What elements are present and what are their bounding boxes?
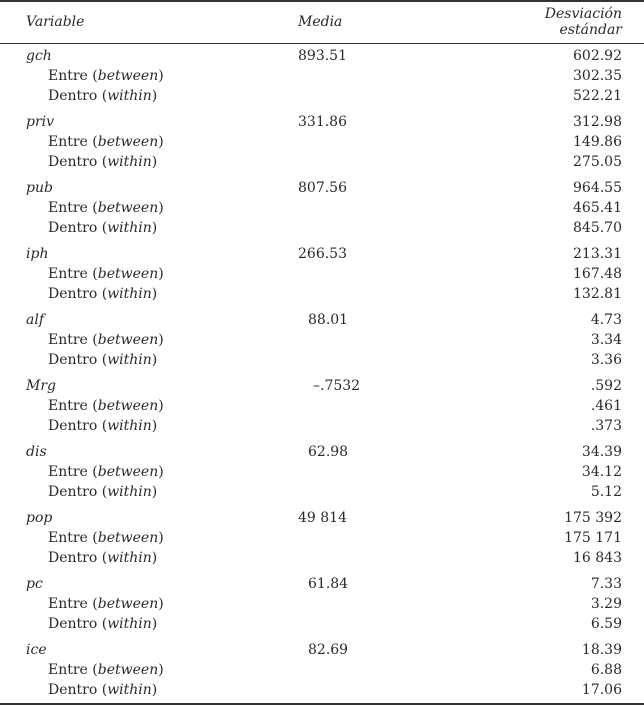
within-label (48, 350, 157, 370)
between-term: between (97, 266, 159, 282)
table-row (0, 594, 644, 614)
header-sd (545, 6, 622, 38)
within-suffix: ) (151, 154, 158, 170)
variable-group (0, 442, 644, 508)
between-label (48, 660, 164, 680)
between-sd-value: 167.48 (573, 266, 622, 282)
between-suffix: ) (158, 332, 164, 348)
within-label (48, 416, 157, 436)
between-label (48, 66, 164, 86)
between-term: between (97, 200, 159, 216)
sd-value: 964.55 (573, 180, 622, 196)
table-row (0, 218, 644, 238)
sd-value: 34.39 (581, 444, 622, 460)
between-sd-value: 149.86 (573, 134, 622, 150)
table-row (0, 396, 644, 416)
table-row (0, 614, 644, 634)
within-sd-value: 522.21 (573, 88, 622, 104)
table-row (0, 574, 644, 594)
within-prefix: Dentro ( (48, 682, 108, 698)
between-term: between (97, 134, 159, 150)
sd-value: 18.39 (581, 642, 622, 658)
header-sd-line2: estándar (559, 22, 622, 38)
within-suffix: ) (151, 484, 158, 500)
table-row (0, 548, 644, 568)
within-label (48, 86, 157, 106)
between-prefix: Entre ( (48, 662, 98, 678)
within-term: within (107, 550, 152, 566)
mean-value: 893.51 (298, 48, 347, 64)
within-sd-value: 275.05 (573, 154, 622, 170)
bottom-rule (0, 703, 644, 705)
within-sd-value: 17.06 (581, 682, 622, 698)
between-prefix: Entre ( (48, 134, 98, 150)
header-rule (0, 43, 644, 44)
between-label (48, 462, 164, 482)
within-sd-value: 6.59 (590, 616, 622, 632)
within-suffix: ) (151, 220, 158, 236)
within-label (48, 218, 157, 238)
between-prefix: Entre ( (48, 200, 98, 216)
sd-value: 7.33 (590, 576, 622, 592)
mean-value: 331.86 (298, 114, 347, 130)
table-row (0, 46, 644, 66)
within-prefix: Dentro ( (48, 88, 108, 104)
between-prefix: Entre ( (48, 530, 98, 546)
within-prefix: Dentro ( (48, 616, 108, 632)
variable-name: pc (26, 576, 43, 592)
table-row (0, 178, 644, 198)
within-term: within (107, 286, 152, 302)
table-row (0, 264, 644, 284)
within-label (48, 482, 157, 502)
between-sd-value: 175 171 (564, 530, 622, 546)
between-prefix: Entre ( (48, 68, 98, 84)
between-label (48, 132, 164, 152)
table-row (0, 660, 644, 680)
between-suffix: ) (158, 266, 164, 282)
variable-name: ice (26, 642, 47, 658)
within-sd-value: 16 843 (573, 550, 622, 566)
top-rule (0, 0, 644, 2)
table-row (0, 350, 644, 370)
header-mean: Media (298, 14, 343, 30)
within-sd-value: .373 (590, 418, 622, 434)
sd-value: 602.92 (573, 48, 622, 64)
between-sd-value: .461 (590, 398, 622, 414)
table-row (0, 508, 644, 528)
table-row (0, 416, 644, 436)
within-prefix: Dentro ( (48, 220, 108, 236)
within-suffix: ) (151, 418, 158, 434)
variable-name: Mrg (26, 378, 56, 394)
variable-group (0, 244, 644, 310)
variable-group (0, 508, 644, 574)
mean-value: –.7532 (313, 378, 361, 394)
within-term: within (107, 616, 152, 632)
within-sd-value: 132.81 (573, 286, 622, 302)
within-label (48, 152, 157, 172)
table-row (0, 112, 644, 132)
within-prefix: Dentro ( (48, 418, 108, 434)
within-label (48, 284, 157, 304)
within-prefix: Dentro ( (48, 550, 108, 566)
between-suffix: ) (158, 596, 164, 612)
table-row (0, 680, 644, 700)
mean-value: 82.69 (308, 642, 349, 658)
mean-value: 61.84 (308, 576, 349, 592)
between-sd-value: 3.34 (590, 332, 622, 348)
sd-value: 4.73 (590, 312, 622, 328)
variable-group (0, 178, 644, 244)
within-suffix: ) (151, 286, 158, 302)
within-label (48, 548, 157, 568)
between-suffix: ) (158, 398, 164, 414)
within-term: within (107, 682, 152, 698)
between-sd-value: 465.41 (573, 200, 622, 216)
variable-name: pop (26, 510, 53, 526)
table-row (0, 152, 644, 172)
variable-name: dis (26, 444, 47, 460)
table-row (0, 482, 644, 502)
table-row (0, 310, 644, 330)
between-term: between (97, 332, 159, 348)
within-term: within (107, 418, 152, 434)
between-term: between (97, 596, 159, 612)
between-suffix: ) (158, 134, 164, 150)
within-prefix: Dentro ( (48, 154, 108, 170)
table-row (0, 462, 644, 482)
table-row (0, 528, 644, 548)
table-row (0, 640, 644, 660)
between-label (48, 594, 164, 614)
within-prefix: Dentro ( (48, 286, 108, 302)
mean-value: 62.98 (308, 444, 349, 460)
sd-value: 175 392 (564, 510, 622, 526)
within-prefix: Dentro ( (48, 352, 108, 368)
mean-value: 49 814 (298, 510, 347, 526)
mean-value: 88.01 (308, 312, 349, 328)
between-suffix: ) (158, 662, 164, 678)
between-term: between (97, 662, 159, 678)
within-prefix: Dentro ( (48, 484, 108, 500)
table-row (0, 132, 644, 152)
between-label (48, 396, 164, 416)
sd-value: 312.98 (573, 114, 622, 130)
between-sd-value: 302.35 (573, 68, 622, 84)
within-sd-value: 5.12 (590, 484, 622, 500)
between-label (48, 198, 164, 218)
mean-value: 266.53 (298, 246, 347, 262)
within-suffix: ) (151, 682, 158, 698)
table-row (0, 330, 644, 350)
between-prefix: Entre ( (48, 398, 98, 414)
within-label (48, 614, 157, 634)
sd-value: 213.31 (573, 246, 622, 262)
between-suffix: ) (158, 464, 164, 480)
table-row (0, 442, 644, 462)
table-row (0, 66, 644, 86)
within-term: within (107, 88, 152, 104)
mean-value: 807.56 (298, 180, 347, 196)
between-suffix: ) (158, 530, 164, 546)
between-sd-value: 6.88 (590, 662, 622, 678)
within-term: within (107, 484, 152, 500)
variable-name: gch (26, 48, 52, 64)
variable-name: pub (26, 180, 53, 196)
variable-group (0, 310, 644, 376)
between-term: between (97, 464, 159, 480)
between-prefix: Entre ( (48, 464, 98, 480)
within-suffix: ) (151, 616, 158, 632)
between-suffix: ) (158, 68, 164, 84)
between-sd-value: 3.29 (590, 596, 622, 612)
variable-name: alf (26, 312, 45, 328)
table-row (0, 284, 644, 304)
between-term: between (97, 530, 159, 546)
within-term: within (107, 154, 152, 170)
variable-group (0, 640, 644, 706)
between-label (48, 330, 164, 350)
variable-group (0, 376, 644, 442)
table-row (0, 376, 644, 396)
between-prefix: Entre ( (48, 266, 98, 282)
between-suffix: ) (158, 200, 164, 216)
between-term: between (97, 398, 159, 414)
within-term: within (107, 220, 152, 236)
variable-group (0, 574, 644, 640)
between-prefix: Entre ( (48, 332, 98, 348)
table-row (0, 244, 644, 264)
variable-group (0, 112, 644, 178)
variable-group (0, 46, 644, 112)
within-suffix: ) (151, 550, 158, 566)
within-sd-value: 845.70 (573, 220, 622, 236)
variable-name: iph (26, 246, 49, 262)
within-term: within (107, 352, 152, 368)
header-variable: Variable (26, 14, 85, 30)
within-suffix: ) (151, 352, 158, 368)
variable-name: priv (26, 114, 55, 130)
table-row (0, 86, 644, 106)
between-term: between (97, 68, 159, 84)
within-suffix: ) (151, 88, 158, 104)
between-label (48, 528, 164, 548)
between-label (48, 264, 164, 284)
within-label (48, 680, 157, 700)
between-prefix: Entre ( (48, 596, 98, 612)
table-row (0, 198, 644, 218)
within-sd-value: 3.36 (590, 352, 622, 368)
header-sd-line1: Desviación (544, 6, 622, 22)
between-sd-value: 34.12 (581, 464, 622, 480)
sd-value: .592 (590, 378, 622, 394)
